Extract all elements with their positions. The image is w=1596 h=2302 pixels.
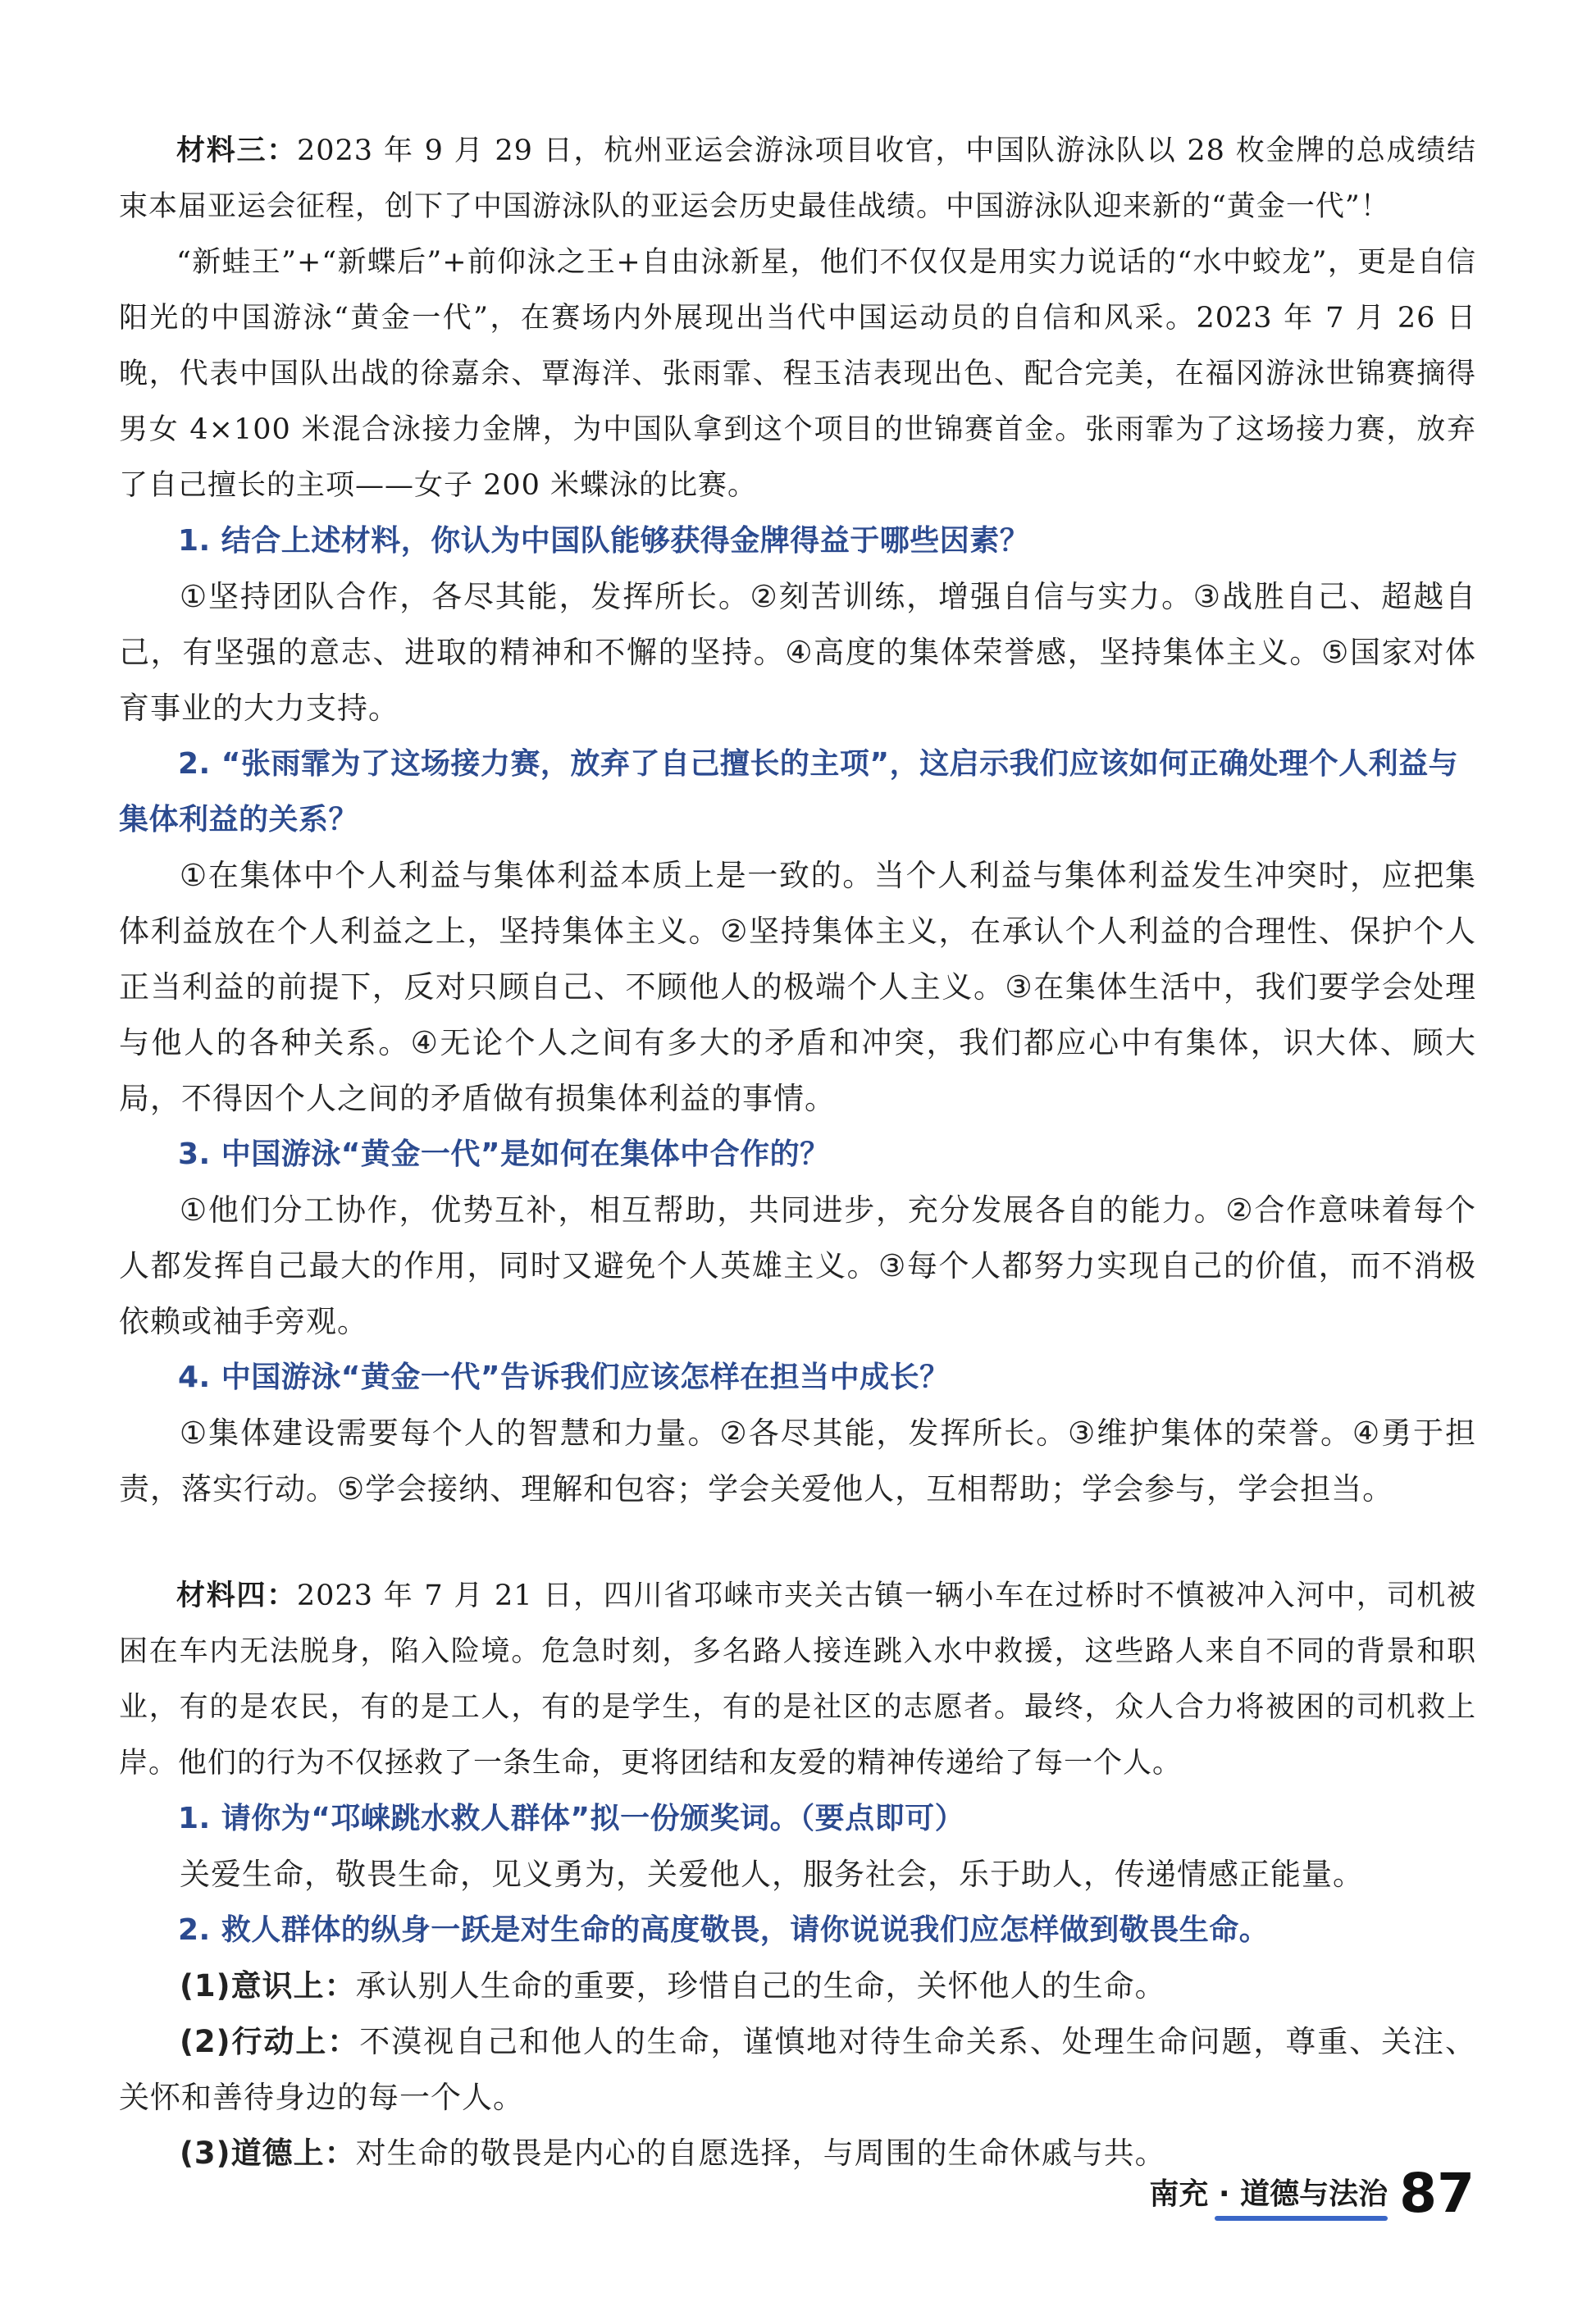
material3-answer-3: ①他们分工协作，优势互补，相互帮助，共同进步，充分发展各自的能力。②合作意味着每个人都发挥自己最大的作用，同时又避免个人英雄主义。③每个人都努力实现自己的价值，而不消极依赖或袖手旁观。: [119, 1192, 1476, 1339]
material3-answer-4: ①集体建设需要每个人的智慧和力量。②各尽其能，发挥所长。③维护集体的荣誉。④勇于担责，落实行动。⑤学会接纳、理解和包容；学会关爱他人，互相帮助；学会参与，学会担当。: [119, 1415, 1476, 1507]
item-text: 对生命的敬畏是内心的自愿选择，与周围的生命休戚与共。: [355, 2136, 1166, 2171]
footer-underline: [1215, 2216, 1388, 2221]
page-number: 87: [1399, 2162, 1475, 2225]
item-text: 不漠视自己和他人的生命，谨慎地对待生命关系、处理生命问题，尊重、关注、关怀和善待身边的每一个人。: [119, 2024, 1476, 2115]
material3-answer-2: ①在集体中个人利益与集体利益本质上是一致的。当个人利益与集体利益发生冲突时，应把集体利益放在个人利益之上，坚持集体主义。②坚持集体主义，在承认个人利益的合理性、保护个人正当利益的前提下，反对只顾自己、不顾他人的极端个人主义。③在集体生活中，我们要学会处理与他人的各种关系。④无论个人之间有多大的矛盾和冲突，我们都应心中有集体，识大体、顾大局，不得因个人之间的矛盾做有损集体利益的事情。: [119, 858, 1476, 1116]
material3-question-2: 2. “张雨霏为了这场接力赛，放弃了自己擅长的主项”，这启示我们应该如何正确处理个人利益与集体利益的关系？: [119, 747, 1459, 836]
material3-label: 材料三：: [176, 134, 297, 167]
item-lead: (2)行动上：: [180, 2024, 360, 2059]
page-content: [119, 123, 1476, 2181]
item-lead: (3)道德上：: [180, 2136, 356, 2171]
material4-answer-2-item-1: [119, 1958, 1476, 2014]
material3-text-1: 2023 年 9 月 29 日，杭州亚运会游泳项目收官，中国队游泳队以 28 枚金牌的总成绩结束本届亚运会征程，创下了中国游泳队的亚运会历史最佳战绩。中国游泳队迎来新的“黄金一代”！: [119, 134, 1476, 223]
item-lead: (1)意识上：: [180, 1968, 356, 2003]
material4-paragraph-1: [119, 1568, 1476, 1791]
material4-question-1: 1. 请你为“邛崃跳水救人群体”拟一份颁奖词。（要点即可）: [178, 1802, 965, 1835]
material3-paragraph-2: “新蛙王”+“新蝶后”+前仰泳之王+自由泳新星，他们不仅仅是用实力说话的“水中蛟龙”，更是自信阳光的中国游泳“黄金一代”，在赛场内外展现出当代中国运动员的自信和风采。2023 年 7 月 26 日晚，代表中国队出战的徐嘉余、覃海洋、张雨霏、程玉洁表现出色、配合完美，在福冈游泳世锦赛摘得男女 4×100 米混合泳接力金牌，为中国队拿到这个项目的世锦赛首金。张雨霏为了这场接力赛，放弃了自己擅长的主项——女子 200 米蝶泳的比赛。: [119, 246, 1476, 502]
item-text: 承认别人生命的重要，珍惜自己的生命，关怀他人的生命。: [355, 1968, 1166, 2003]
material4-answer-2-item-2: [119, 2014, 1476, 2126]
section-gap: [119, 1517, 1476, 1568]
material3-answer-1: ①坚持团队合作，各尽其能，发挥所长。②刻苦训练，增强自信与实力。③战胜自己、超越自己，有坚强的意志、进取的精神和不懈的坚持。④高度的集体荣誉感，坚持集体主义。⑤国家对体育事业的大力支持。: [119, 579, 1476, 726]
footer-subject-text: 南充 · 道德与法治: [1149, 2177, 1389, 2211]
material4-text-1: 2023 年 7 月 21 日，四川省邛崃市夹关古镇一辆小车在过桥时不慎被冲入河中，司机被困在车内无法脱身，陷入险境。危急时刻，多名路人接连跳入水中救援，这些路人来自不同的背景和职业，有的是农民，有的是工人，有的是学生，有的是社区的志愿者。最终，众人合力将被困的司机救上岸。他们的行为不仅拯救了一条生命，更将团结和友爱的精神传递给了每一个人。: [119, 1579, 1476, 1780]
material3-question-1: 1. 结合上述材料，你认为中国队能够获得金牌得益于哪些因素？: [178, 524, 1030, 558]
material3-paragraph-1: [119, 123, 1476, 235]
material3-question-4: 4. 中国游泳“黄金一代”告诉我们应该怎样在担当中成长？: [178, 1361, 950, 1394]
material4-label: 材料四：: [176, 1579, 297, 1612]
material4-question-2: 2. 救人群体的纵身一跃是对生命的高度敬畏，请你说说我们应怎样做到敬畏生命。: [178, 1913, 1270, 1947]
page-footer: [1149, 2139, 1475, 2225]
material4-answer-1: 关爱生命，敬畏生命，见义勇为，关爱他人，服务社会，乐于助人，传递情感正能量。: [180, 1857, 1364, 1892]
material3-question-3: 3. 中国游泳“黄金一代”是如何在集体中合作的？: [178, 1137, 830, 1171]
footer-subject: [1149, 2171, 1388, 2213]
